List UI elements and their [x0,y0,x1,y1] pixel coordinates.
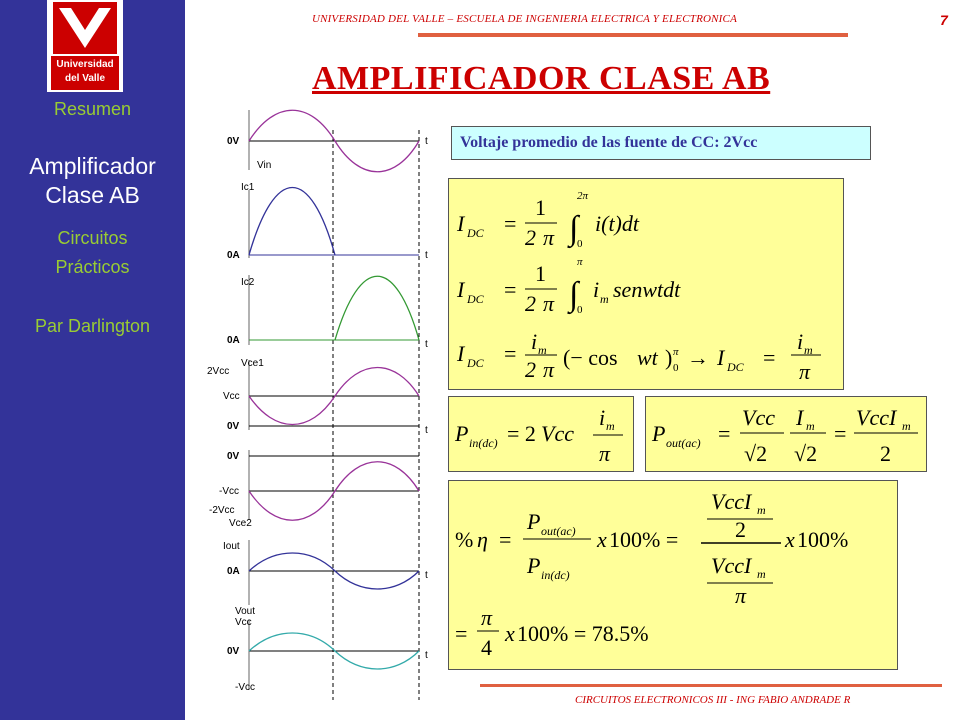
svg-text:x: x [505,621,515,646]
svg-text:in(dc): in(dc) [469,436,498,450]
svg-text:VccI: VccI [711,489,752,514]
svg-text:π: π [577,256,583,268]
svg-text:∫: ∫ [569,276,579,313]
svg-text:DC: DC [467,226,484,240]
label-t: t [425,570,428,581]
nav-amplificador[interactable]: Amplificador [29,153,156,179]
svg-text:2: 2 [525,357,536,382]
label-vcc: Vcc [235,617,252,628]
panel-iout [223,540,428,605]
svg-text:i: i [593,277,600,302]
label-vce2: Vce2 [229,518,252,529]
university-logo [47,0,123,92]
sidebar [0,0,185,720]
logo-emblem [53,2,117,54]
panel-vce2 [209,450,419,529]
university-header: UNIVERSIDAD DEL VALLE – ESCUELA DE INGENIERIA ELECTRICA Y ELECTRONICA [312,13,737,25]
header-divider [418,33,848,37]
label-t: t [425,650,428,661]
panel-vce1 [207,358,428,436]
pout-formula [646,397,926,471]
svg-text:2: 2 [735,517,746,542]
svg-text:→: → [687,345,709,370]
svg-text:(− cos: (− cos [563,345,618,370]
svg-text:π: π [735,583,747,608]
footer-divider [480,684,942,687]
logo-line1: Universidad [56,59,114,70]
panel-ic1 [227,182,428,261]
svg-text:P: P [652,421,666,446]
svg-text:2: 2 [525,291,536,316]
panel-vout [227,606,428,693]
svg-text:=: = [763,345,776,370]
label-0a: 0A [227,335,240,346]
svg-text:=: = [718,421,731,446]
label-ic2: Ic2 [241,277,255,288]
svg-text:π: π [599,441,611,466]
svg-text:=: = [504,277,517,302]
svg-text:i: i [531,329,538,354]
svg-text:100% = 78.5%: 100% = 78.5% [517,621,649,646]
svg-text:4: 4 [481,635,492,660]
svg-text:1: 1 [535,195,546,220]
svg-text:0: 0 [577,238,583,250]
svg-text:Vcc: Vcc [742,405,775,430]
svg-text:0: 0 [577,304,583,316]
svg-text:π: π [481,605,493,630]
panel-vin [227,110,428,172]
label-t: t [425,425,428,436]
logo-text [51,56,119,90]
svg-text:m: m [804,343,813,357]
svg-text:): ) [665,345,673,370]
svg-text:=: = [499,527,512,552]
svg-text:π: π [799,359,811,384]
label-t: t [425,339,428,350]
nav-resumen[interactable]: Resumen [53,99,132,119]
label-0v: 0V [227,421,240,432]
label-vout: Vout [235,606,256,617]
svg-text:DC: DC [467,292,484,306]
svg-text:100%: 100% [797,527,849,552]
svg-text:out(ac): out(ac) [541,524,576,538]
svg-text:∫: ∫ [569,210,579,247]
svg-text:m: m [538,343,547,357]
svg-text:DC: DC [727,360,744,374]
svg-text:i: i [599,405,606,430]
svg-text:Vcc: Vcc [541,421,574,446]
svg-text:m: m [806,419,815,433]
svg-text:m: m [606,419,615,433]
svg-text:x: x [597,527,607,552]
nav-clase-ab[interactable]: Clase AB [45,182,140,208]
svg-text:√2: √2 [794,441,818,466]
idc-formula-box [448,178,844,390]
label-0a: 0A [227,250,240,261]
label-neg-vcc: -Vcc [235,682,255,693]
svg-text:η: η [477,527,488,552]
logo-line2: del Valle [64,73,106,84]
svg-text:DC: DC [467,356,484,370]
svg-text:=: = [834,421,847,446]
svg-text:m: m [902,419,911,433]
svg-text:π: π [543,357,555,382]
svg-text:in(dc): in(dc) [541,568,570,582]
svg-text:i(t)dt: i(t)dt [595,211,639,236]
pin-formula-box [448,396,634,472]
svg-text:P: P [527,509,541,534]
svg-text:2: 2 [880,441,891,466]
svg-text:I: I [796,405,804,430]
nav-practicos[interactable]: Prácticos [55,257,130,277]
svg-text:I: I [457,277,465,302]
nav-circuitos[interactable]: Circuitos [57,228,128,248]
label-neg-2vcc: -2Vcc [209,505,235,516]
svg-text:out(ac): out(ac) [666,436,701,450]
page-title: AMPLIFICADOR CLASE AB [312,60,771,97]
svg-text:senwtdt: senwtdt [613,277,681,302]
svg-text:=: = [504,341,517,366]
svg-text:= 2: = 2 [507,421,536,446]
svg-text:100% =: 100% = [609,527,679,552]
efficiency-formula [449,481,897,669]
svg-text:P: P [527,553,541,578]
label-ic1: Ic1 [241,182,255,193]
label-0v: 0V [227,646,240,657]
svg-text:2: 2 [525,225,536,250]
svg-text:VccI: VccI [856,405,897,430]
label-0v: 0V [227,136,240,147]
label-0a: 0A [227,566,240,577]
label-2vcc: 2Vcc [207,366,230,377]
svg-text:x: x [785,527,795,552]
svg-text:wt: wt [637,345,658,370]
svg-text:=: = [504,211,517,236]
label-vin: Vin [257,160,272,171]
svg-text:I: I [457,341,465,366]
svg-text:π: π [543,225,555,250]
svg-text:π: π [673,346,679,358]
label-neg-vcc: -Vcc [219,486,239,497]
pout-formula-box [645,396,927,472]
label-t: t [425,250,428,261]
svg-text:π: π [543,291,555,316]
svg-text:P: P [455,421,469,446]
svg-text:√2: √2 [744,441,768,466]
source-voltage-note: Voltaje promedio de las fuente de CC: 2Vcc [451,126,871,160]
label-0v: 0V [227,451,240,462]
idc-formulas [449,179,843,389]
label-t: t [425,136,428,147]
svg-text:I: I [717,345,725,370]
pin-formula [449,397,633,471]
svg-text:VccI: VccI [711,553,752,578]
panel-ic2 [227,275,428,350]
label-vce1: Vce1 [241,358,264,369]
svg-text:i: i [797,329,804,354]
svg-text:m: m [757,503,766,517]
waveform-diagram [205,100,435,700]
svg-text:1: 1 [535,261,546,286]
page-number: 7 [940,12,948,28]
svg-text:I: I [457,211,465,236]
svg-text:m: m [757,567,766,581]
svg-text:2π: 2π [577,190,589,202]
nav-par-darlington[interactable]: Par Darlington [34,316,151,336]
efficiency-formula-box [448,480,898,670]
footer-credit: CIRCUITOS ELECTRONICOS III - ING FABIO ANDRADE R [575,694,851,706]
label-iout: Iout [223,541,240,552]
svg-text:m: m [600,292,609,306]
svg-text:=: = [455,621,468,646]
svg-text:0: 0 [673,362,679,374]
label-vcc: Vcc [223,391,240,402]
svg-text:%: % [455,527,474,552]
